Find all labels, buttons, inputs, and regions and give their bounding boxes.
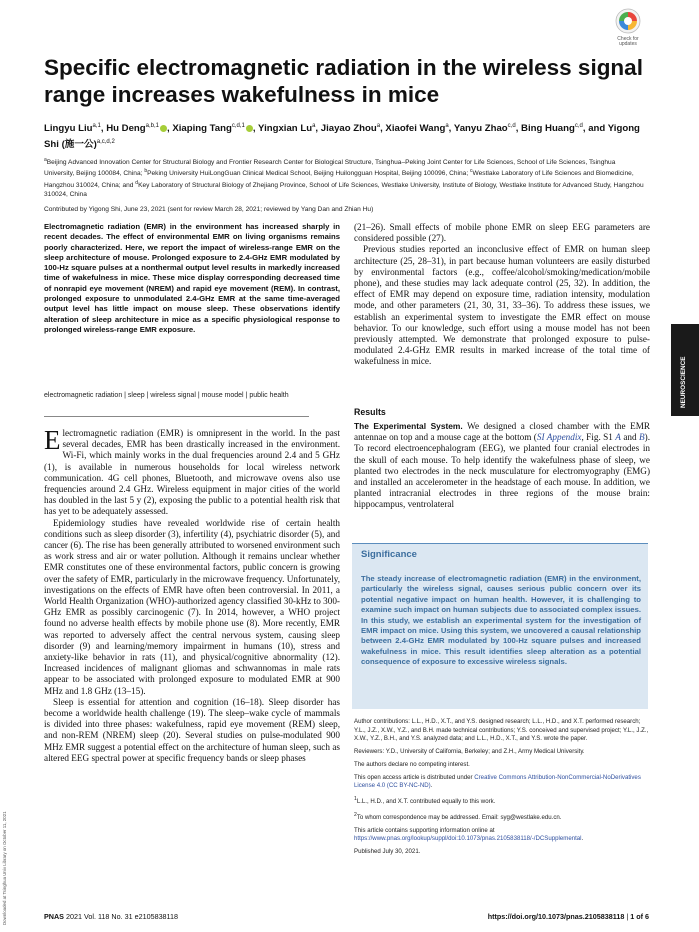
footnotes — [354, 718, 650, 861]
author-affiliation-marker: a,c,d,2 — [96, 138, 115, 145]
equal-contribution-note: $^1$L.L., H.D., and X.T. contributed equally to this work. — [354, 795, 496, 805]
affiliation-marker: d — [135, 179, 139, 186]
supporting-info-note: This article contains supporting information online at https://www.pnas.org/lookup/suppl/doi:10.1073/pnas.2105838118/-/DCSupplemental. — [354, 826, 584, 843]
author-name: Xiaping Tang — [172, 123, 232, 135]
author-name: Xiaofei Wang — [385, 123, 446, 135]
check-for-updates-label: Check for updates — [617, 35, 639, 47]
affiliation-text: Key Laboratory of Structural Biology of Zhejiang Province, School of Life Sciences, Westlake University, Institute of Biology, Westlake Institute for Advanced Study, Hangzhou 310024, China — [44, 181, 644, 199]
drop-cap: E — [44, 425, 61, 455]
affiliation-marker: a — [44, 157, 47, 163]
fig-s1a-link[interactable]: A — [615, 432, 621, 443]
author-affiliation-marker: c,d — [574, 123, 583, 129]
abstract: Electromagnetic radiation (EMR) in the environment has increased sharply in recent decades. The effect of environmental EMR on living organisms remains poorly characterized. Here, we report the impact of wireless-range EMR on the sleep architecture of mouse. Prolonged exposure to 2.4-GHz EMR modulated by 100-Hz square pulses at a nonthermal output level results in markedly increased time of wakefulness in mice. These mice display corresponding decreased time of nonrapid eye movement (NREM) and rapid eye movement (REM). In contrast, prolonged exposure to unmodulated 2.4-GHz EMR at the same time-averaged output level has little impact on mouse sleep. These observations identify alteration of sleep architecture in mice as a specific physiological response to prolonged wireless-range EMR exposure. — [44, 222, 340, 334]
author-affiliation-marker: a — [445, 123, 449, 129]
affiliation-text: Beijing Advanced Innovation Center for Structural Biology and Frontier Research Center for Biological Structure, Tsinghua–Peking Joint Center for Life Sciences, School of Life Sciences, Tsinghua University, Beijing 100084, China; — [44, 159, 616, 178]
affiliation-marker: b — [144, 168, 148, 175]
intro-paragraph-3: Sleep is essential for attention and cognition (16–18). Sleep disorder has become a worldwide health challenge (19). The sleep–wake cycle of mammals is divided into three phases: wakefulness, rapid eye movement (REM) sleep, and non-REM (NREM) sleep (20). Several studies on pulse-modulated 900 MHz EMR suggest a potential effect on the architecture of human sleep, such as altered EEG spectral power at specific frequency bands or sleep phases — [44, 696, 340, 763]
reviewers: Reviewers: Y.D., University of California, Berkeley; and Z.H., Army Medical University. — [354, 747, 585, 755]
author-name: Yingxian Lu — [258, 123, 313, 135]
open-access-note: This open access article is distributed under Creative Commons Attribution-NonCommercial-NoDerivatives License 4.0 (CC BY-NC-ND). — [354, 773, 641, 790]
author-affiliation-marker: a,b,1 — [145, 123, 159, 129]
orcid-icon[interactable] — [160, 125, 167, 132]
check-for-updates-icon — [615, 8, 641, 34]
affiliation-marker: c — [470, 168, 473, 175]
results-text — [354, 421, 650, 511]
intro-paragraph-5: Previous studies reported an inconclusive effect of EMR on human sleep architecture (25, 28–31), in part because human volunteers are easily disturbed by environmental factors (e.g., coffee/alcohol/smoking/medication/mobile phone), and these studies may lack adequate control (25, 32). In addition, the effect of EMR may depend on exposure time, radiation intensity, modulation mode, and other parameters (21, 30, 31, 33–36). To address these issues, we establish an experimental system to investigate the EMR effect on mouse behavior. To our knowledge, such effort using a mouse model has not been previously attempted. We demonstrate that prolonged exposure to pulse-modulated 2.4-GHz EMR results in marked increase of the total time of wakefulness in mice. — [354, 244, 650, 367]
author-affiliation-marker: a — [376, 123, 381, 129]
fig-s1b-link[interactable]: B — [639, 432, 645, 443]
author-contributions: Author contributions: L.L., H.D., X.T., and Y.S. designed research; L.L., H.D., and X.T. performed research; Y.L., J.Z., X.W., Y.Z., and B.H. made technical contributions; Y.S. conceived and supervised project; Y.L., J.Z., X.W., Y.Z., B.H., and Y.S. analyzed data; and L.L., H.D., X.T., and Y.S. wrote the paper. — [354, 718, 649, 743]
contributed-line: Contributed by Yigong Shi, June 23, 2021 (sent for review March 28, 2021; reviewed by Yang Dan and Zhian Hu) — [44, 206, 374, 213]
doi-link[interactable]: https://doi.org/10.1073/pnas.2105838118 — [487, 912, 625, 921]
page-number: 1 of 6 — [630, 912, 649, 921]
intro-paragraph-1: Electromagnetic radiation (EMR) is omnipresent in the world. In the past several decades, EMR has been drastically increased in the environment. Wi-Fi, which mainly works in the dual frequencies around 2.4 and 5 GHz (1), is available in numerous households for local wireless network communication. 4G cell phones, Bluetooth, and microwave ovens also use frequencies around 2.4 GHz. Wireless equipment in major cities of the world has doubled in the last 5 y (2), exposing the public to a potential health risk that has yet to be adequately assessed. — [44, 425, 340, 517]
supplemental-link[interactable]: https://www.pnas.org/lookup/suppl/doi:10.1073/pnas.2105838118/-/DCSupplemental — [354, 835, 582, 843]
license-link[interactable]: Creative Commons Attribution-NonCommercial-NoDerivatives License 4.0 (CC BY-NC-ND) — [354, 773, 641, 790]
experimental-system-subheading: The Experimental System. — [354, 421, 463, 431]
orcid-icon[interactable] — [246, 125, 253, 132]
introduction-text — [44, 425, 340, 764]
si-appendix-link[interactable]: SI Appendix — [536, 432, 582, 443]
published-date: Published July 30, 2021. — [354, 847, 421, 855]
journal-name: PNAS — [44, 912, 64, 921]
section-side-tab — [671, 324, 699, 416]
introduction-continued — [354, 222, 650, 368]
intro-paragraph-2: Epidemiology studies have revealed worldwide rise of certain health conditions such as sleep disorder (3), infertility (4), psychiatric disorder (5), and cancer (6). The rise has been generally attributed to worsened environment such as work stress and air or water pollution. Although it remains unclear whether EMR constitutes one of these environmental factors, public concern is growing over the safety of EMR, particularly in the microwave frequency. Unfortunately, investigations on the effects of EMR have often been controversial. In 2011, a World Health Organization (WHO)-authorized agency classified 30-kHz to 300-GHz EMR as possibly carcinogenic (7). In 2014, however, a WHO project found no adverse health effects by mobile phone use (8). More recently, EMR was reported to adversely affect the central nervous system, causing sleep disorder (9) and learning/memory impairment in humans (10), stress and anxiety-like behavior in rats (11), and physical/cognitive abnormality (12). Increased incidences of malignant gliomas and schwannomas in male rats appear to be associated with prolonged exposure to modulated EMR at 900 MHz and 1.8 GHz (13–15). — [44, 517, 340, 696]
affiliation-text: Westlake Laboratory of Life Sciences and Biomedicine, Hangzhou 310024, China; and — [44, 170, 634, 189]
author-name: Yanyu Zhao — [453, 123, 508, 135]
section-label: NEUROSCIENCE — [680, 356, 687, 408]
affiliations — [44, 156, 644, 199]
keywords-divider — [44, 416, 309, 417]
author-affiliation-marker: a — [312, 123, 316, 129]
significance-text: The steady increase of electromagnetic radiation (EMR) in the environment, particularly the wireless signal, causes serious public concern over its potential negative impact on human health. However, it is challenging to examine such impact on human subjects due to associated complex issues. In this study, we establish an experimental system for the investigation of EMR impact on mice. Using this system, we uncovered a causal relationship between 2.4-GHz EMR modulated by 100-Hz square pulses and increased wakefulness in mice. This result identifies sleep alteration as a potential consequence of exposure to excessive wireless signals. — [361, 574, 641, 667]
footer-citation: PNAS 2021 Vol. 118 No. 31 e2105838118 — [44, 912, 179, 921]
author-name: Bing Huang — [521, 123, 575, 135]
check-for-updates-badge[interactable] — [611, 8, 645, 48]
author-name: Yigong Shi (施一公) — [44, 123, 640, 150]
intro-paragraph-4: (21–26). Small effects of mobile phone EMR on sleep EEG parameters are considered possible (27). — [354, 222, 650, 244]
competing-interest: The authors declare no competing interest. — [354, 760, 470, 768]
results-heading: Results — [354, 407, 386, 417]
author-affiliation-marker: a,1 — [92, 123, 101, 129]
article-title: Specific electromagnetic radiation in the wireless signal range increases wakefulness in mice — [44, 55, 643, 107]
correspondence-note: $^2$To whom correspondence may be addressed. Email: syg@westlake.edu.cn. — [354, 811, 562, 821]
significance-title: Significance — [361, 549, 417, 560]
author-list: Lingyu Liu$^{a,1}$, Hu Deng$^{a,b,1}$ , Xiaping Tang$^{c,d,1}$ , Yingxian Lu$^a$, Jiayao Zhou$^a$, Xiaofei Wang$^a$, Yanyu Zhao$^{c,d}$, Bing Huang$^{c,d}$, and Yigong Shi (施一公)$^{a,c,d,2}$ — [44, 123, 640, 150]
results-paragraph-1: The Experimental System. We designed a closed chamber with the EMR antennae on top and a mouse cage at the bottom (SI Appendix, Fig. S1 A and B). To record electroencephalogram (EEG), we planted four cranial electrodes in the skull of each mouse. To help identify the wakefulness phase of sleep, we planted two electrodes in the neck musculature for electromyography (EMG) and installed an accelerometer in the headstage of each mouse. In addition, we planted intracranial electrodes in three regions of the mouse brain: hippocampus, ventrolateral — [354, 421, 650, 510]
author-name: Hu Deng — [106, 123, 146, 135]
author-affiliation-marker: c,d,1 — [231, 123, 245, 129]
keywords: electromagnetic radiation | sleep | wireless signal | mouse model | public health — [44, 392, 289, 399]
author-affiliation-marker: c,d — [507, 123, 516, 129]
author-name: Lingyu Liu — [44, 123, 93, 135]
download-watermark: Downloaded at Tsinghua Univ Library on October 11, 2021 — [2, 811, 7, 925]
affiliation-text: Peking University HuiLongGuan Clinical Medical School, Beijing Huilongguan Hospital, Beijing 100096, China; — [147, 170, 471, 178]
footer-doi: https://doi.org/10.1073/pnas.2105838118 | 1 of 6 — [487, 912, 649, 921]
author-name: Jiayao Zhou — [320, 123, 377, 135]
